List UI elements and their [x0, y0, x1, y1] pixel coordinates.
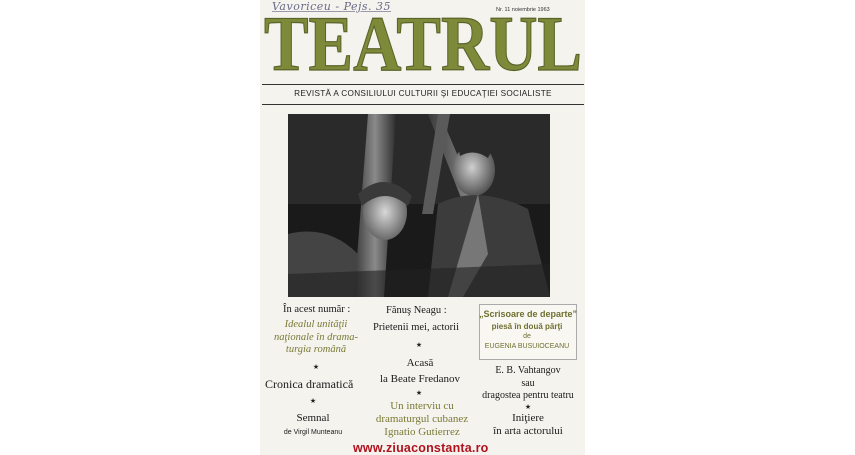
cover-photo [288, 114, 550, 297]
article-semnal-author: de Virgil Munteanu [283, 429, 343, 436]
article-acasa: Acasă la Beate Fredanov [379, 357, 461, 385]
star-separator: ★ [312, 363, 320, 371]
article-vahtangov: E. B. Vahtangov sau dragostea pentru teatru [482, 365, 574, 401]
article-idealul: Idealul unităţii naţionale în drama- turgia română [274, 319, 358, 355]
article-initiere: Iniţiere în arta actorului [493, 412, 563, 437]
article-interviu: Un interviu cu dramaturgul cubanez Ignatio Gutierrez [375, 400, 469, 438]
article-semnal: Semnal [296, 412, 330, 424]
article-cronica: Cronica dramatică [265, 377, 354, 391]
star-separator: ★ [309, 397, 317, 405]
star-separator: ★ [524, 403, 532, 411]
star-separator: ★ [415, 341, 423, 349]
play-title: „Scrisoare de departe” [479, 309, 578, 319]
handwritten-note: Vavoriceu - Pejs. 35 [272, 0, 392, 13]
masthead-title [262, 14, 584, 76]
star-separator: ★ [415, 389, 423, 397]
play-author: EUGENIA BUSUIOCEANU [484, 343, 570, 350]
masthead-subtitle: REVISTĂ A CONSILIULUI CULTURII ŞI EDUCAŢIEI SOCIALISTE [294, 89, 552, 98]
issue-number: Nr. 11 noiembrie 1963 [496, 7, 550, 13]
play-subtitle: piesă în două părţi [491, 322, 563, 331]
masthead-rule-bottom [262, 104, 584, 105]
play-by: de [523, 333, 531, 340]
author-fanus-neagu: Fănuş Neagu : [386, 305, 447, 316]
article-prietenii: Prietenii mei, actorii [373, 322, 460, 333]
masthead-rule-top [262, 84, 584, 85]
svg-text:TEATRUL: TEATRUL [264, 14, 582, 76]
watermark-url: www.ziuaconstanta.ro [353, 441, 489, 455]
contents-intro: În acest număr : [283, 304, 351, 315]
